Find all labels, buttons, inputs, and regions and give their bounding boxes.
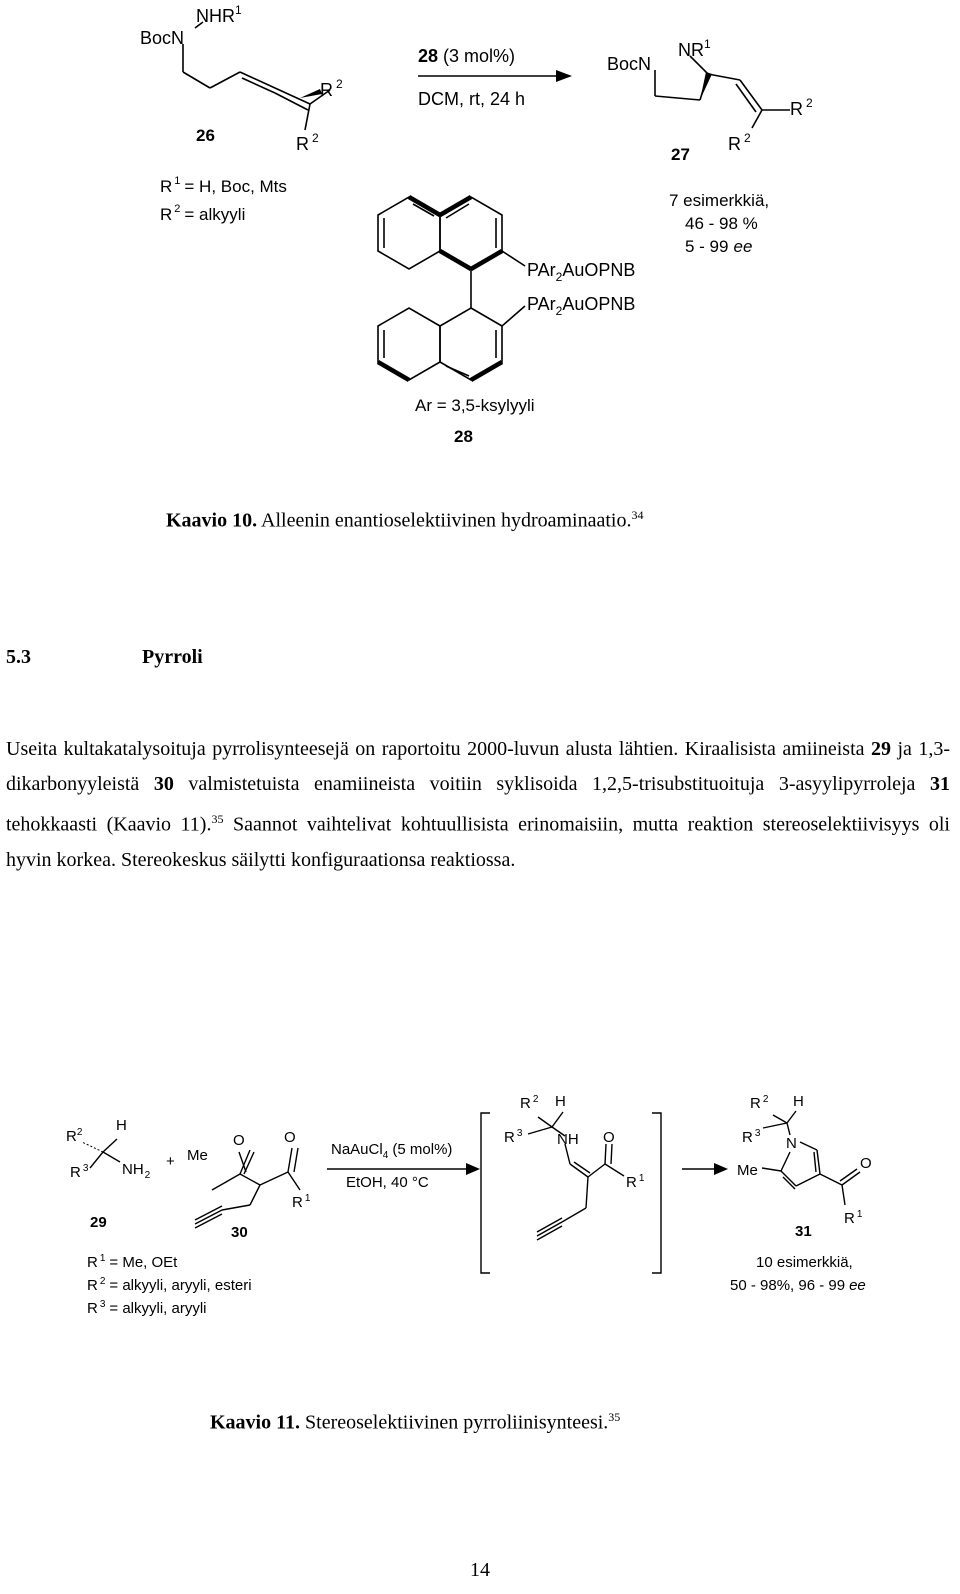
start-nhr: NHR$^1$ xyxy=(196,3,242,26)
reaction-conditions-11: EtOH, 40 °C xyxy=(346,1174,429,1191)
compound-29-label: 29 xyxy=(90,1214,107,1231)
start-r2-top: R $^2$ xyxy=(320,77,343,100)
compound-30-label: 30 xyxy=(231,1224,248,1241)
caption-label: Kaavio 10. xyxy=(166,509,258,532)
dicarbonyl-me: Me xyxy=(187,1147,208,1164)
prod-nr: $NR^1$ xyxy=(678,37,711,60)
citation-35: 35 xyxy=(211,812,224,826)
intermediate-o: O xyxy=(603,1129,615,1146)
r3-definition-11: R $^3$ = alkyyli, aryyli xyxy=(87,1299,207,1317)
intermediate-r2: R $^2$ xyxy=(520,1094,539,1112)
compound-27-label: 27 xyxy=(671,145,690,164)
reaction-conditions: DCM, rt, 24 h xyxy=(418,89,526,109)
scheme-11-caption xyxy=(210,1410,620,1435)
pyrrole-o: O xyxy=(860,1155,872,1172)
caption-text: Alleenin enantioselektiivinen hydroaminaatio. xyxy=(257,509,632,532)
scheme-10-caption xyxy=(166,508,643,533)
reagent: NaAuCl$_4$ (5 mol%) xyxy=(331,1141,453,1161)
pyrrole-r2: R $^2$ xyxy=(750,1094,769,1112)
ref-compound-29: 29 xyxy=(870,738,891,760)
r1-definition-11: R $^1$ = Me, OEt xyxy=(87,1253,178,1271)
pyrrole-r3: R $^3$ xyxy=(742,1128,761,1146)
page-number: 14 xyxy=(470,1559,490,1581)
prod-boc-n: BocN xyxy=(607,54,652,74)
start-r2-bottom: R $^2$ xyxy=(296,131,319,154)
compound-26-label: 26 xyxy=(196,126,215,145)
prod-yield: 46 - 98 % xyxy=(685,214,758,233)
amine-nh2: $NH_2$ xyxy=(122,1161,151,1181)
pyrrole-h: H xyxy=(793,1093,804,1110)
product-yield-ee-11: 50 - 98%, 96 - 99 ee xyxy=(730,1277,866,1294)
r1-definition: R $^1$ = H, Boc, Mts xyxy=(160,175,287,196)
ref-compound-30: 30 xyxy=(153,773,174,795)
dicarbonyl-r1: R $^1$ xyxy=(292,1193,311,1211)
intermediate-r3: R $^3$ xyxy=(504,1128,523,1146)
section-number: 5.3 xyxy=(6,646,31,668)
catalyst-gold-ligand-bottom: PAr$_2$AuOPNB xyxy=(527,294,636,318)
r2-definition-11: R $^2$ = alkyyli, aryyli, esteri xyxy=(87,1276,252,1294)
dicarbonyl-o-1: O xyxy=(233,1132,245,1149)
pyrrole-me: Me xyxy=(737,1162,758,1179)
caption-ref: 35 xyxy=(608,1410,621,1424)
r2-definition: R $^2$ = alkyyli xyxy=(160,203,246,224)
intermediate-nh: NH xyxy=(557,1131,579,1148)
prod-r2-bottom: R $^2$ xyxy=(728,131,751,154)
caption-ref: 34 xyxy=(631,508,644,522)
ref-compound-31: 31 xyxy=(929,773,950,795)
catalyst-gold-ligand-top: PAr$_2$AuOPNB xyxy=(527,260,636,284)
body-paragraph: Useita kultakatalysoituja pyrrolisynteesejä on raportoitu 2000-luvun alusta lähtien. Kiraalisista amiineista 29 ja 1,3-dikarbonyyleistä 30 valmistetuista enamiineista voitiin syklisoida 1,2,5-trisubstituoituja 3-asyylipyrroleja 31 tehokkaasti (Kaavio 11).$^{35}$ Saannot vaihtelivat kohtuullisista erinomaisiin, mutta reaktion stereoselektiivisyys oli hyvin korkea. Stereokeskus säilytti konfiguraationsa reaktiossa. xyxy=(6,738,951,871)
compound-28-label: 28 xyxy=(454,427,473,446)
product-examples-11: 10 esimerkkiä, xyxy=(756,1254,853,1271)
plus-sign: + xyxy=(166,1153,175,1170)
pyrrole-r1: R $^1$ xyxy=(844,1209,863,1227)
scheme-11 xyxy=(0,1080,960,1340)
prod-ee: 5 - 99 ee xyxy=(685,237,753,256)
intermediate-r1: R $^1$ xyxy=(626,1173,645,1191)
catalyst-loading: 28 (3 mol%) xyxy=(418,46,516,66)
pyrrole-n: N xyxy=(786,1135,797,1152)
prod-examples: 7 esimerkkiä, xyxy=(669,191,770,210)
dicarbonyl-o-2: O xyxy=(284,1129,296,1146)
caption-label: Kaavio 11. xyxy=(210,1411,301,1434)
caption-text: Stereoselektiivinen pyrroliinisynteesi. xyxy=(300,1411,609,1434)
prod-r2-right: R $^2$ xyxy=(790,96,813,119)
compound-31-label: 31 xyxy=(795,1223,812,1240)
intermediate-h: H xyxy=(555,1093,566,1110)
scheme-10 xyxy=(0,0,960,470)
amine-h: H xyxy=(116,1117,127,1134)
start-boc-n: BocN xyxy=(140,28,185,48)
amine-r2: $R^2$ xyxy=(66,1127,83,1145)
section-title: Pyrroli xyxy=(142,646,203,668)
aryl-definition: Ar = 3,5-ksylyyli xyxy=(415,396,535,415)
amine-r3: R $^3$ xyxy=(70,1163,89,1181)
